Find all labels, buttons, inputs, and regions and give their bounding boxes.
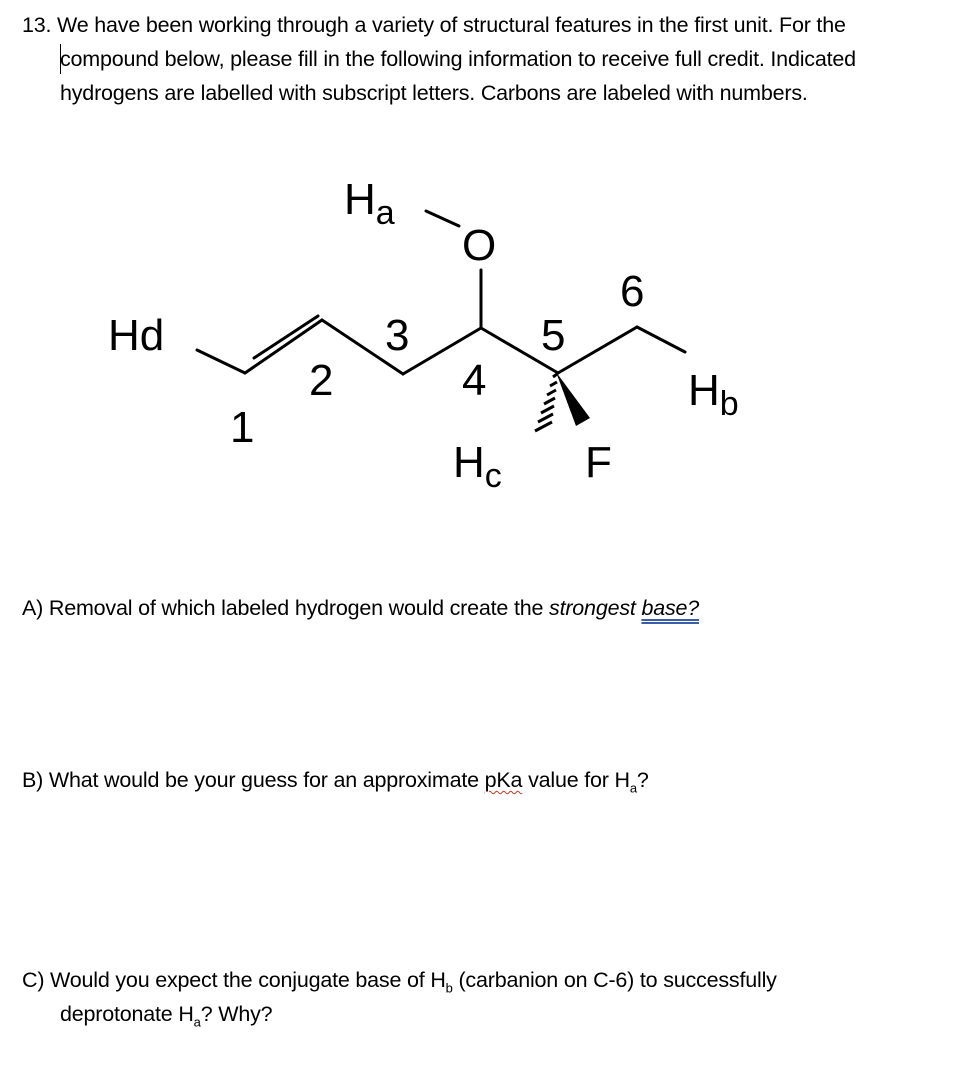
part-c-line-2: deprotonate $H_a$? Why?	[60, 1002, 273, 1030]
part-a-prefix: A) Removal of which labeled hydrogen would create the	[22, 596, 550, 620]
label-o: O	[462, 221, 497, 270]
carbon-number-3: 3	[385, 311, 410, 360]
hashed-bond-c5-hc	[535, 374, 557, 431]
part-b-suffix: value for $H_a$?	[522, 768, 649, 796]
part-a-strongest: strongest	[549, 596, 636, 620]
part-a-base: base?	[641, 596, 700, 620]
question-line-3: hydrogens are labelled with subscript letters. Carbons are labeled with numbers.	[60, 81, 808, 105]
question-line-1: 13. We have been working through a variety of structural features in the first unit. For the	[22, 13, 846, 37]
bond-c6-hb	[637, 327, 685, 352]
part-c-line-1: C) Would you expect the conjugate base of $H_b$ (carbanion on C-6) to successfully	[22, 968, 777, 996]
part-b-question	[22, 763, 649, 805]
label-hb: $H_b$	[688, 366, 739, 423]
label-hd: Hd	[108, 311, 165, 360]
carbon-number-6: 6	[620, 267, 645, 316]
bond-c5-c6	[558, 327, 637, 373]
carbon-number-4: 4	[462, 356, 487, 405]
bond-hd-c1	[197, 350, 245, 373]
part-b-pka: pKa	[484, 768, 523, 792]
carbon-number-1: 1	[230, 403, 255, 452]
bond-o-ha	[426, 211, 459, 226]
label-hc: $H_c$	[453, 438, 502, 495]
part-a-question	[22, 591, 699, 625]
carbon-number-5: 5	[541, 311, 566, 360]
bond-c1-c2-second	[254, 316, 318, 358]
question-line-2: compound below, please fill in the following information to receive full credit. Indicated	[60, 47, 856, 71]
carbon-number-2: 2	[309, 356, 334, 405]
part-b-prefix: B) What would be your guess for an approximate	[22, 768, 485, 792]
wedge-bond-c5-f	[556, 372, 590, 426]
label-ha-h: $H_a$	[344, 175, 395, 232]
label-f: F	[585, 438, 612, 487]
